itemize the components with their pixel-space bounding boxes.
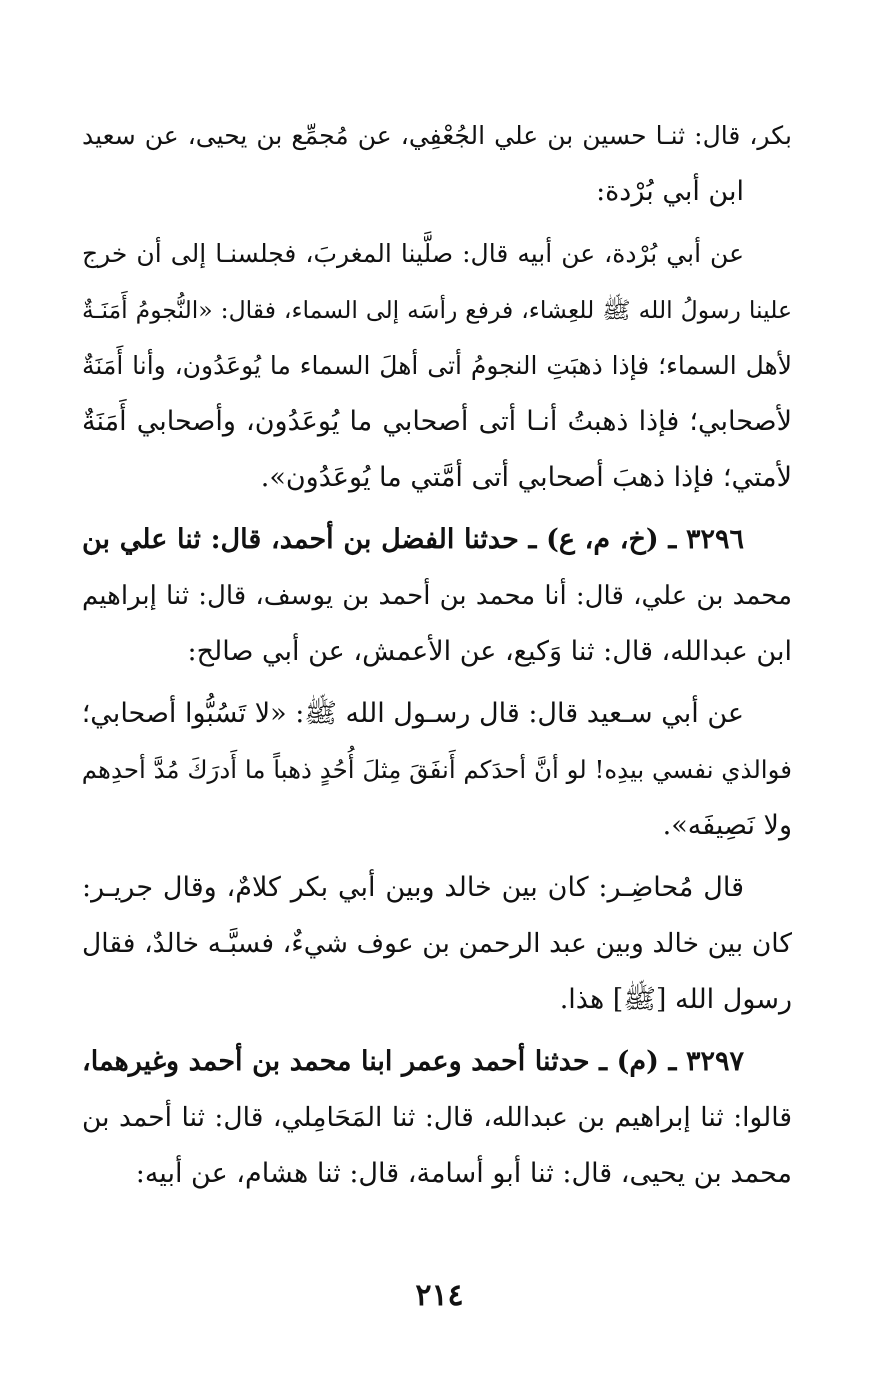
text-line: عن أبي بُرْدة، عن أبيه قال: صلَّينا المغربَ، فجلسنـا إلى أن خرج — [82, 239, 744, 268]
paragraph-hadith-3296-text — [82, 686, 792, 854]
text-line: ٣٢٩٧ ـ (م) ـ حدثنا أحمد وعمر ابنا محمد بن أحمد وغيرهما، — [82, 1046, 744, 1077]
text-line: بكر، قال: ثنـا حسين بن علي الجُعْفِي، عن مُجمِّع بن يحيى، عن سعيد — [82, 121, 792, 150]
text-line: ٣٢٩٦ ـ (خ، م، ع) ـ حدثنا الفضل بن أحمد، قال: ثنا علي بن — [82, 524, 744, 555]
text-line: ابن أبي بُرْدة: — [596, 176, 744, 207]
text-line: لأصحابي؛ فإذا ذهبتُ أنـا أتى أصحابي ما يُوعَدُون، وأصحابي أَمَنَةٌ — [82, 406, 792, 437]
text-line: فوالذي نفسي بيدِه! لو أنَّ أحدَكم أَنفَقَ مِثلَ أُحُدٍ ذهباً ما أَدرَكَ مُدَّ أحدِهم — [82, 755, 792, 784]
text-line: كان بين خالد وبين عبد الرحمن بن عوف شيءٌ، فسبَّـه خالدٌ، فقال — [82, 928, 792, 959]
text-line: ابن عبدالله، قال: ثنا وَكيع، عن الأعمش، عن أبي صالح: — [187, 636, 792, 667]
text-line: لأمتي؛ فإذا ذهبَ أصحابي أتى أمَّتي ما يُوعَدُون». — [260, 462, 792, 493]
text-line: ولا نَصِيفَه». — [662, 810, 792, 841]
text-line: لأهل السماء؛ فإذا ذهبَتِ النجومُ أتى أهلَ السماء ما يُوعَدُون، وأنا أَمَنَةٌ — [82, 351, 792, 380]
page-number: ٢١٤ — [415, 1278, 464, 1313]
paragraph-hadith-3297-isnad — [82, 1034, 792, 1202]
page-body — [82, 108, 792, 1202]
text-line: رسول الله [ﷺ] هذا. — [559, 984, 792, 1015]
text-line: محمد بن علي، قال: أنا محمد بن أحمد بن يوسف، قال: ثنا إبراهيم — [82, 581, 792, 611]
paragraph-isnad-intro — [82, 108, 792, 220]
paragraph-muhadir-note — [82, 860, 792, 1028]
text-line: قال مُحاضِـر: كان بين خالد وبين أبي بكر كلامٌ، وقال جريـر: — [82, 872, 744, 903]
text-line: محمد بن يحيى، قال: ثنا أبو أسامة، قال: ثنا هشام، عن أبيه: — [135, 1158, 792, 1189]
paragraph-hadith-3296-isnad — [82, 512, 792, 680]
paragraph-hadith-text — [82, 226, 792, 506]
text-line: عن أبي سـعيد قال: قال رسـول الله ﷺ: «لا تَسُبُّوا أصحابي؛ — [82, 698, 744, 729]
text-line: علينا رسولُ الله ﷺ للعِشاء، فرفع رأسَه إلى السماء، فقال: «النُّجومُ أَمَنَـةٌ — [82, 296, 792, 324]
text-line: قالوا: ثنا إبراهيم بن عبدالله، قال: ثنا المَحَامِلي، قال: ثنا أحمد بن — [82, 1102, 792, 1133]
